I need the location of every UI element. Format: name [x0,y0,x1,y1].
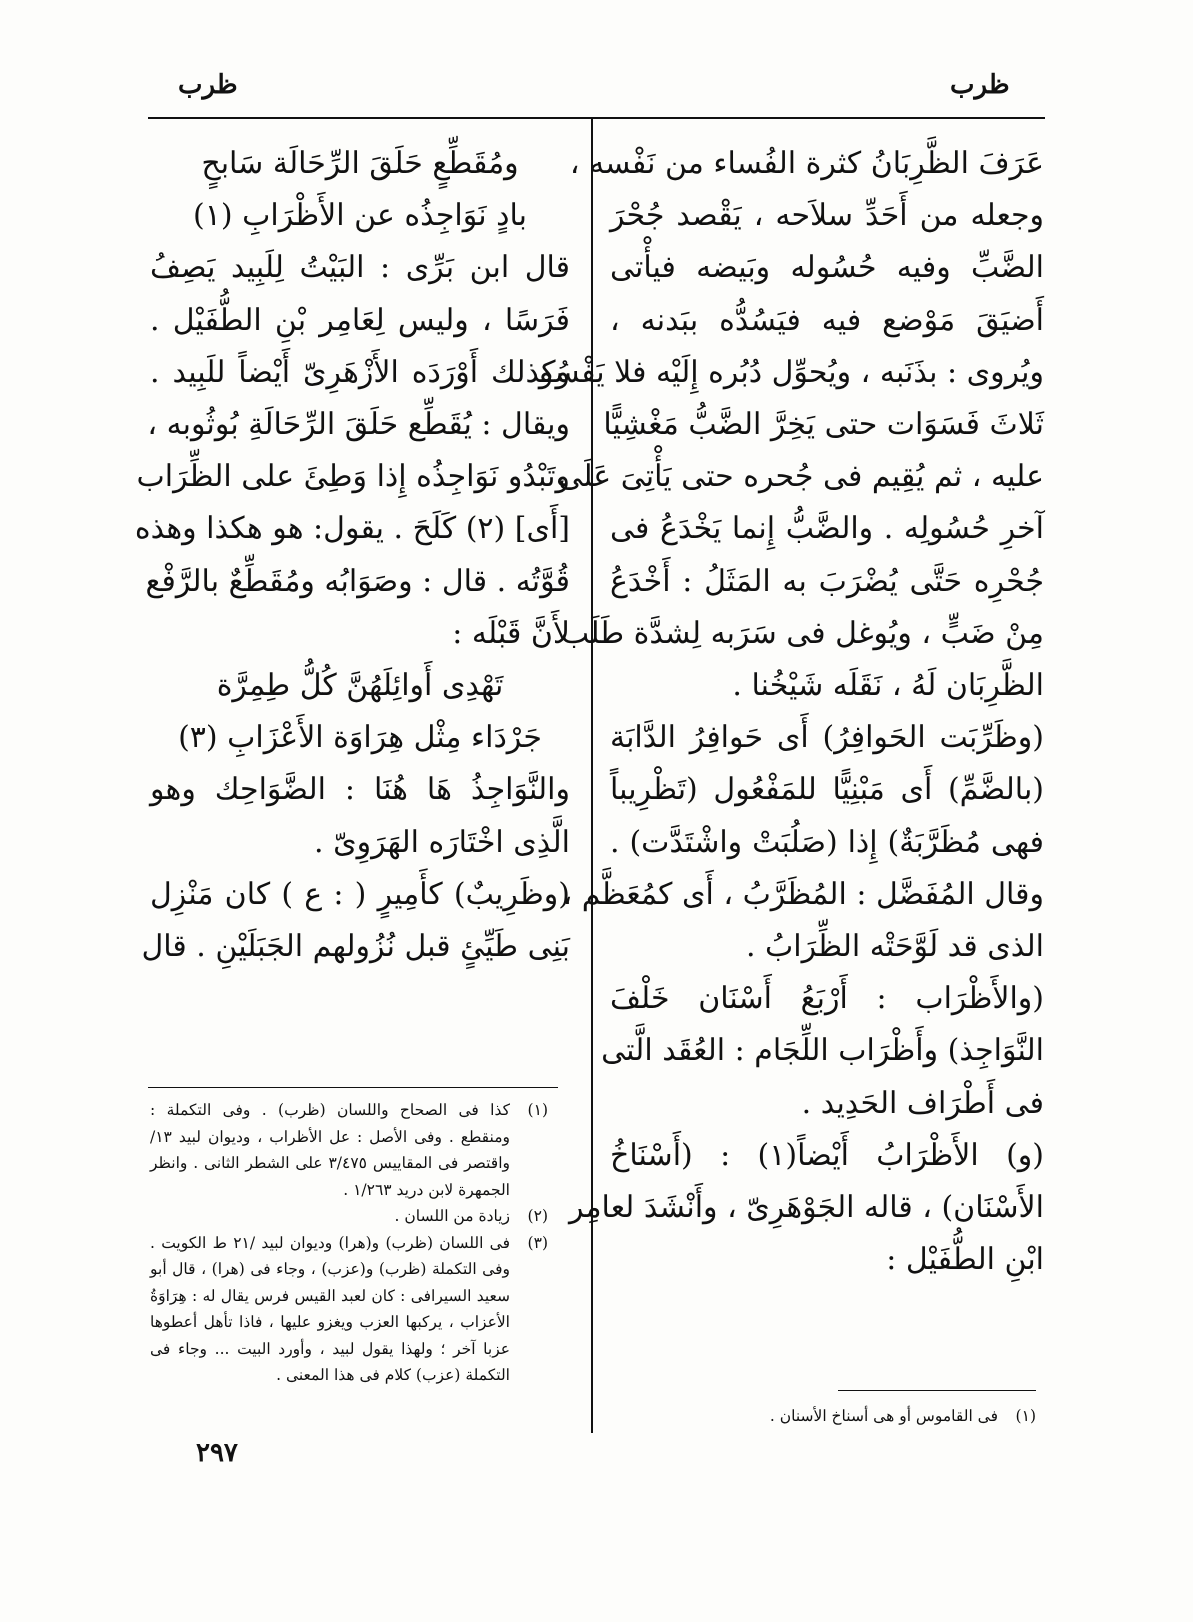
page-number: ٢٩٧ [196,1438,238,1468]
footnotes-left [150,1097,548,1389]
text-line: وقال المُفَضَّل : المُظَرَّبُ ، أَى كمُعَظَّم ، [562,876,1044,912]
footnote-rule-left [148,1087,558,1088]
text-line: وكذلك أَوْرَدَه الأَزْهَرِىّ أَيْضاً للَبِيد . [150,354,570,390]
text-line: عَرَفَ الظَّرِبَانُ كثرة الفُساء من نَفْسه ، [569,146,1044,181]
text-line: أَضيَقَ مَوْضع فيه فيَسُدُّه ببَدنه ، [610,302,1044,338]
text-line: مِنْ ضَبٍّ ، ويُوغل فى سَرَبه لِشدَّة طَلَب [560,615,1044,651]
text-line: ابْنِ الطُّفَيْل : [886,1242,1044,1278]
footnote-number: (١) [527,1101,548,1119]
text-line: (بالضَّمِّ) أَى مَبْنِيًّا للمَفْعُول (تَظْرِيباً [610,772,1044,808]
text-line: الأَسْنَان) ، قاله الجَوْهَرِىّ ، وأَنْشَدَ لعامِر [568,1190,1044,1226]
poem-line: جَرْدَاء مِثْل هِرَاوَة الأَعْزَابِ (٣) [178,720,542,756]
left-column [134,138,570,973]
text-line: قُوَّتُه . قال : وصَوَابُه ومُقَطِّعٌ بالرَّفْع [145,563,570,599]
footnote-text: فى اللسان (ظرب) و(هرا) وديوان لبيد /٢١ ط الكويت . وفى التكملة (ظرب) و(عزب) ، وجاء فى (هرا) ، قال أبو سعيد السيرافى : كان لعبد القيس فرس يقال له : هِرَاوَةُ الأعزاب ، يركبها العزب ويغزو عليها ، فاذا تأهل أعطوها عزبا آخر ؛ ولهذا يقول لبيد ، وأورد البيت ... وجاء فى التكملة (عزب) كلام فى هذا المعنى . [150,1233,510,1384]
text-line: الضَّبِّ وفيه حُسُوله وبَيضه فيأْتى [610,250,1044,286]
right-column [538,138,1044,1286]
poem-line: ومُقَطِّعٍ حَلَقَ الرِّحَالَة سَابحٍ [201,146,519,181]
footnote [150,1230,548,1389]
text-line: (وظَرِيبٌ) كأَمِيرٍ ( : ع ) كان مَنْزِل [150,876,570,912]
header-word-right: ظرب [950,70,1010,100]
text-line: قال ابن بَرِّى : البَيْتُ لِلَبِيد يَصِفُ [150,250,570,286]
text-line: وجعله من أَحَدِّ سلاَحه ، يَقْصد جُحْرَ [610,198,1044,234]
text-line: وتَبْدُو نَوَاجِذُه إِذا وَطِئَ على الظِّرَاب [136,459,570,495]
text-line: [أَى] (٢) كَلَحَ . يقول: هو هكذا وهذه [134,511,570,547]
footnote [150,1203,548,1230]
column-divider [591,118,593,1433]
footnotes-right [690,1403,1036,1430]
footnote-text: زيادة من اللسان . [394,1207,510,1225]
text-line: ثَلاثَ فَسَوَات حتى يَخِرَّ الضَّبُّ مَغْشِيًّا [603,407,1044,443]
text-line: الَّذِى اخْتَارَه الهَرَوِىّ . [314,824,570,860]
text-line: جُحْرِه حَتَّى يُضْرَبَ به المَثَلُ : أَخْدَعُ [610,563,1044,599]
footnote-text: كذا فى الصحاح واللسان (ظرب) . وفى التكملة : ومنقطع . وفى الأصل : عل الأظراب ، وديوان لبيد ١٣/ واقتصر فى المقاييس ٣/٤٧٥ على الشطر الثانى . وانظر الجمهرة لابن دريد ١/٢٦٣ . [150,1101,510,1199]
text-line: ويقال : يُقَطِّع حَلَقَ الرِّحَالَةِ بُوثُوبه ، [147,407,570,443]
text-line: النَّوَاجِذ) وأَظْرَاب اللِّجَام : العُقَد الَّتى [601,1033,1044,1069]
footnote-text: فى القاموس أو هى أسناخ الأسنان . [769,1407,998,1425]
poem-line: بادٍ نَوَاجِذُه عن الأَظْرَابِ (١) [193,198,527,234]
text-line: الذى قد لَوَّحَتْه الظِّرَابُ . [745,929,1044,965]
footnote-number: (١) [1015,1407,1036,1425]
text-line: الظَّرِبَان لَهُ ، نَقَلَه شَيْخُنا . [732,668,1044,704]
footnote-number: (٣) [527,1233,548,1252]
text-line: (وظَرِّبَت الحَوافِرُ) أَى حَوافِرُ الدَّابَة [610,720,1044,756]
text-line: فى أَطْرَاف الحَدِيد . [801,1085,1044,1121]
text-line: آخرِ حُسُولِه . والضَّبُّ إِنما يَخْدَعُ فى [610,511,1044,547]
text-line: عليه ، ثم يُقِيم فى جُحره حتى يَأْتِىَ عَلَى [558,459,1044,495]
text-line: بَنِى طَيِّئٍ قبل نُزُولهم الجَبَلَيْنِ . قال [141,929,570,965]
text-line: والنَّوَاجِذُ هَا هُنَا : الضَّوَاحِك وهو [150,772,570,808]
text-line: (و) الأَظْرَابُ أَيْضاً(١) : (أَسْنَاخُ [610,1137,1044,1173]
text-line: لأَنَّ قَبْلَه : [452,615,570,651]
text-line: فَرَسًا ، وليس لِعَامِر بْنِ الطُّفَيْل . [150,302,570,338]
header-word-left: ظرب [178,70,238,100]
poem-line: تَهْدِى أَوائِلَهُنَّ كُلُّ طِمِرَّة [216,668,504,704]
footnote [690,1403,1036,1430]
footnote-rule-right [838,1390,1036,1391]
footnote-number: (٢) [527,1207,548,1225]
text-line: ويُروى : بذَنَبه ، ويُحوِّل دُبُره إِلَيْه فلا يَفْسُو [538,354,1044,390]
text-line: فهى مُظَرَّبَةٌ) إِذا (صَلُبَتْ واشْتَدَّت) . [610,824,1044,860]
text-line: (والأَظْرَاب : أَرْبَعُ أَسْنَان خَلْفَ [610,981,1044,1017]
footnote [150,1097,548,1203]
header-rule [148,117,1045,119]
